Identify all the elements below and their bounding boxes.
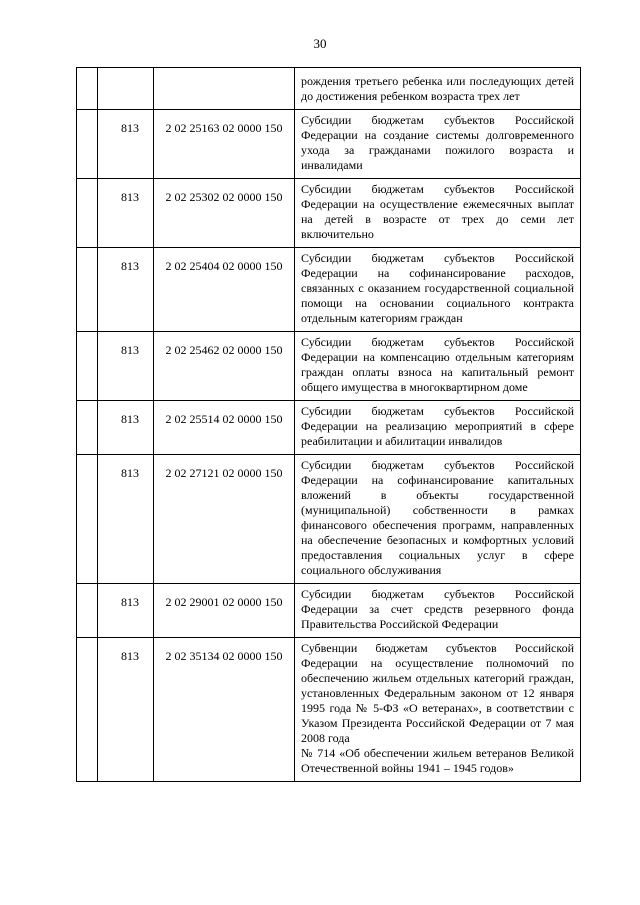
revenue-code-cell: 2 02 25462 02 0000 150 (154, 332, 295, 401)
revenue-name-cell (295, 248, 581, 332)
empty-cell (77, 638, 98, 782)
revenue-name-text: Субсидии бюджетам субъектов Российской Федерации на компенсацию отдельным категориям граждан оплаты взноса на капитальный ремонт общего имущества в многоквартирном доме (301, 335, 574, 394)
revenue-name-cell (295, 401, 581, 455)
revenue-name-text: Субсидии бюджетам субъектов Российской Федерации за счет средств резервного фонда Правительства Российской Федерации (301, 587, 574, 631)
table-row (77, 110, 581, 179)
empty-cell (77, 401, 98, 455)
empty-cell (77, 179, 98, 248)
revenue-code-cell: 2 02 25302 02 0000 150 (154, 179, 295, 248)
revenue-name-text: Субсидии бюджетам субъектов Российской Федерации на софинансирование капитальных вложений в объекты государственной (муниципальной) собственности в рамках финансового обеспечения программ, направленных на обеспечение безопасных и комфортных условий предоставления социальных услуг в сфере социального обслуживания (301, 458, 574, 577)
table-row (77, 68, 581, 110)
empty-cell (77, 332, 98, 401)
revenue-code-cell: 2 02 25163 02 0000 150 (154, 110, 295, 179)
admin-code-cell: 813 (98, 110, 154, 179)
revenue-name-cell (295, 584, 581, 638)
revenue-name-cell (295, 638, 581, 782)
empty-cell (77, 248, 98, 332)
admin-code-cell: 813 (98, 332, 154, 401)
admin-code-cell: 813 (98, 638, 154, 782)
admin-code-cell: 813 (98, 455, 154, 584)
table-row (77, 638, 581, 782)
table-row (77, 179, 581, 248)
revenue-name-text: Субсидии бюджетам субъектов Российской Федерации на осуществление ежемесячных выплат на детей в возрасте от трех до семи лет включительно (301, 182, 574, 241)
admin-code-cell (98, 68, 154, 110)
revenue-name-text: Субвенции бюджетам субъектов Российской Федерации на осуществление полномочий по обеспечению жильем отдельных категорий граждан, установленных Федеральным законом от 12 января 1995 года № 5-ФЗ «О ветеранах», в соответствии с Указом Президента Российской Федерации от 7 мая 2008 года (301, 641, 574, 745)
admin-code-cell: 813 (98, 401, 154, 455)
empty-cell (77, 68, 98, 110)
page-number: 30 (313, 36, 327, 51)
revenue-name-cell (295, 332, 581, 401)
empty-cell (77, 110, 98, 179)
revenue-code-cell: 2 02 25404 02 0000 150 (154, 248, 295, 332)
revenue-name-text: Субсидии бюджетам субъектов Российской Федерации на софинансирование расходов, связанных с оказанием государственной социальной помощи на основании социального контракта отдельным категориям граждан (301, 251, 574, 325)
admin-code-cell: 813 (98, 179, 154, 248)
revenue-name-cell (295, 455, 581, 584)
table-row (77, 584, 581, 638)
revenue-name-text: Субсидии бюджетам субъектов Российской Федерации на создание системы долговременного ухода за гражданами пожилого возраста и инвалидами (301, 113, 574, 172)
table-body (77, 68, 581, 782)
revenue-code-cell (154, 68, 295, 110)
table-row (77, 332, 581, 401)
revenue-code-cell: 2 02 35134 02 0000 150 (154, 638, 295, 782)
revenue-name-text: № 714 «Об обеспечении жильем ветеранов Великой Отечественной войны 1941 – 1945 годов» (301, 746, 574, 775)
table-row (77, 401, 581, 455)
admin-code-cell: 813 (98, 248, 154, 332)
revenue-name-text: рождения третьего ребенка или последующих детей до достижения ребенком возраста трех лет (301, 74, 574, 103)
revenue-name-cell (295, 179, 581, 248)
revenue-name-cell (295, 110, 581, 179)
admin-code-cell: 813 (98, 584, 154, 638)
budget-revenue-table (76, 67, 581, 782)
table-row (77, 455, 581, 584)
revenue-name-text: Субсидии бюджетам субъектов Российской Федерации на реализацию мероприятий в сфере реабилитации и абилитации инвалидов (301, 404, 574, 448)
revenue-code-cell: 2 02 27121 02 0000 150 (154, 455, 295, 584)
revenue-code-cell: 2 02 29001 02 0000 150 (154, 584, 295, 638)
table-row (77, 248, 581, 332)
revenue-code-cell: 2 02 25514 02 0000 150 (154, 401, 295, 455)
revenue-name-cell (295, 68, 581, 110)
empty-cell (77, 455, 98, 584)
empty-cell (77, 584, 98, 638)
